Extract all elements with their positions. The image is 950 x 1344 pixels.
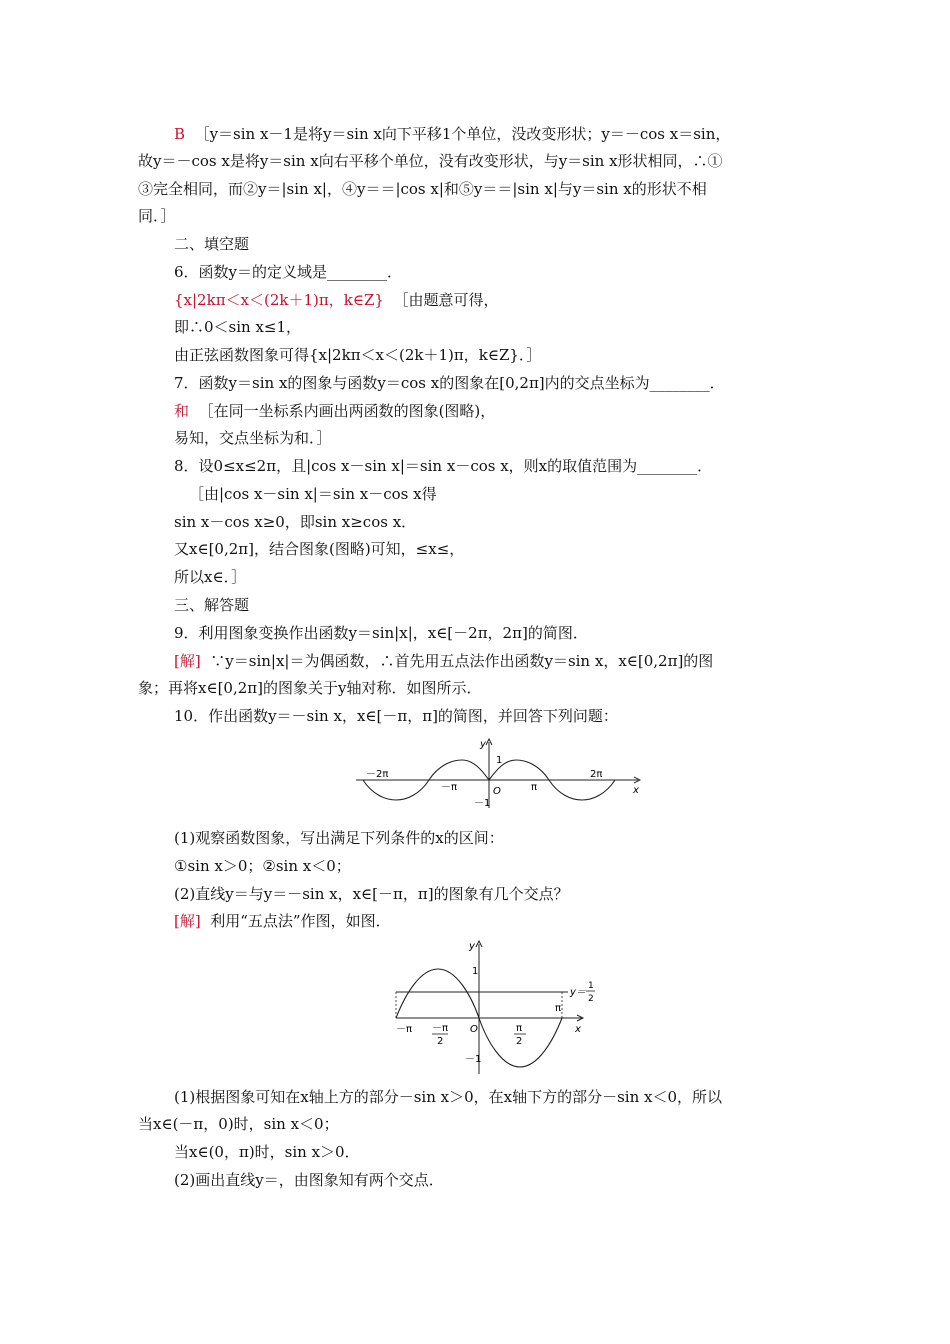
q5-answer-line2: 故y＝－cos x是将y＝sin x向右平移个单位，没有改变形状，与y＝sin x形状相同，∴①	[138, 152, 723, 170]
q10-solution-tag: [解]	[174, 912, 201, 930]
q10-solution2: (2)画出直线y＝，由图象知有两个交点．	[174, 1171, 444, 1189]
q10-solution1-line3: 当x∈(0，π)时，sin x＞0．	[174, 1143, 360, 1161]
q7-answer: 和	[174, 402, 190, 420]
q5-answer-line3: ③完全相同，而②y＝|sin x|，④y＝＝|cos x|和⑤y＝＝|sin x|与y＝sin x的形状不相	[138, 180, 707, 198]
q5-answer-line1	[174, 124, 730, 144]
graph2-line-label-prefix: y＝	[570, 987, 586, 998]
q6-explanation-line3: 由正弦函数图象可得{x|2kπ＜x＜(2k＋1)π，k∈Z}．］	[174, 346, 542, 364]
graph1-tick-neg-one: －1	[474, 798, 491, 809]
q8-question: 8．设0≤x≤2π，且|cos x－sin x|＝sin x－cos x，则x的取值范围为________．	[174, 457, 713, 475]
graph1-tick-neg-2pi: －2π	[366, 769, 389, 780]
graph2-line-label-den: 2	[588, 994, 594, 1004]
q6-answer: {x|2kπ＜x＜(2k＋1)π，k∈Z}	[174, 291, 384, 309]
graph1-tick-2pi: 2π	[590, 769, 603, 780]
q6-explanation-start: ［由题意可得，	[393, 291, 499, 309]
q6-question: 6．函数y＝的定义域是________．	[174, 263, 403, 281]
q7-explanation-start: ［在同一坐标系内画出两函数的图象(图略)，	[198, 402, 496, 420]
graph2-tick-neg-one: －1	[465, 1054, 482, 1065]
q8-explanation-line3: 又x∈[0,2π]，结合图象(图略)可知，≤x≤，	[174, 540, 465, 558]
q10-part1-conditions: ①sin x＞0；②sin x＜0；	[174, 857, 351, 875]
graph-sin-abs-x	[350, 736, 650, 810]
graph1-tick-pi: π	[531, 782, 538, 793]
graph1-tick-neg-pi: －π	[441, 782, 458, 793]
q7-question: 7．函数y＝sin x的图象与函数y＝cos x的图象在[0,2π]内的交点坐标为________．	[174, 374, 725, 392]
graph1-y-label: y	[480, 739, 486, 750]
q9-solution-text: ∵y＝sin|x|＝为偶函数，∴首先用五点法作出函数y＝sin x，x∈[0,2π]的图	[210, 652, 714, 670]
q9-question: 9．利用图象变换作出函数y＝sin|x|，x∈[－2π，2π]的简图．	[174, 624, 588, 642]
q8-explanation-line4: 所以x∈．］	[174, 568, 247, 586]
section3-title: 三、解答题	[174, 596, 250, 614]
graph2-tick-neg-pi: －π	[396, 1024, 413, 1035]
q7-answer-line	[174, 401, 495, 421]
graph1-origin: O	[493, 786, 501, 797]
q10-solution1-line2: 当x∈(－π，0)时，sin x＜0；	[138, 1115, 339, 1133]
q5-answer-line4: 同．］	[138, 207, 176, 225]
q6-answer-line	[174, 290, 498, 310]
q10-question: 10．作出函数y＝－sin x，x∈[－π，π]的简图，并回答下列问题：	[174, 707, 618, 725]
graph-neg-sin-x	[392, 938, 604, 1080]
graph2-tick-one: 1	[472, 966, 479, 977]
graph2-tick-pi-half-num: π	[516, 1023, 523, 1034]
q9-solution-line1	[174, 651, 713, 671]
graph1-tick-one: 1	[496, 755, 503, 766]
q10-solution-intro-line	[174, 911, 391, 931]
q5-answer-letter: B	[174, 125, 186, 143]
q5-answer-text: ［y＝sin x－1是将y＝sin x向下平移1个单位，没改变形状；y＝－cos x＝sin，	[194, 125, 731, 143]
graph1-x-label: x	[633, 785, 639, 796]
q7-explanation-line2: 易知，交点坐标为和．］	[174, 429, 332, 447]
q10-part1: (1)观察函数图象，写出满足下列条件的x的区间：	[174, 829, 504, 847]
q10-solution-intro: 利用“五点法”作图，如图．	[210, 912, 391, 930]
q9-solution-tag: [解]	[174, 652, 201, 670]
section2-title: 二、填空题	[174, 235, 250, 253]
q8-explanation-line2: sin x－cos x≥0，即sin x≥cos x．	[174, 513, 417, 531]
graph2-tick-neg-pi-half-den: 2	[437, 1036, 444, 1047]
graph2-origin: O	[470, 1024, 478, 1035]
graph2-tick-pi-half-den: 2	[516, 1036, 523, 1047]
graph2-line-label-num: 1	[588, 981, 594, 991]
q10-part2: (2)直线y＝与y＝－sin x，x∈[－π，π]的图象有几个交点？	[174, 885, 569, 903]
q8-explanation-line1: ［由|cos x－sin x|＝sin x－cos x得	[189, 485, 437, 503]
graph2-tick-neg-pi-half-num: －π	[432, 1023, 449, 1034]
graph2-x-label: x	[575, 1024, 581, 1035]
q6-explanation-line2: 即∴0＜sin x≤1，	[174, 318, 302, 336]
graph2-tick-pi: π	[555, 1003, 562, 1014]
q9-solution-line2: 象；再将x∈[0,2π]的图象关于y轴对称．如图所示．	[138, 679, 482, 697]
graph2-y-label: y	[469, 941, 475, 952]
q10-solution1-line1: (1)根据图象可知在x轴上方的部分－sin x＞0，在x轴下方的部分－sin x＜0，所以	[174, 1088, 723, 1106]
